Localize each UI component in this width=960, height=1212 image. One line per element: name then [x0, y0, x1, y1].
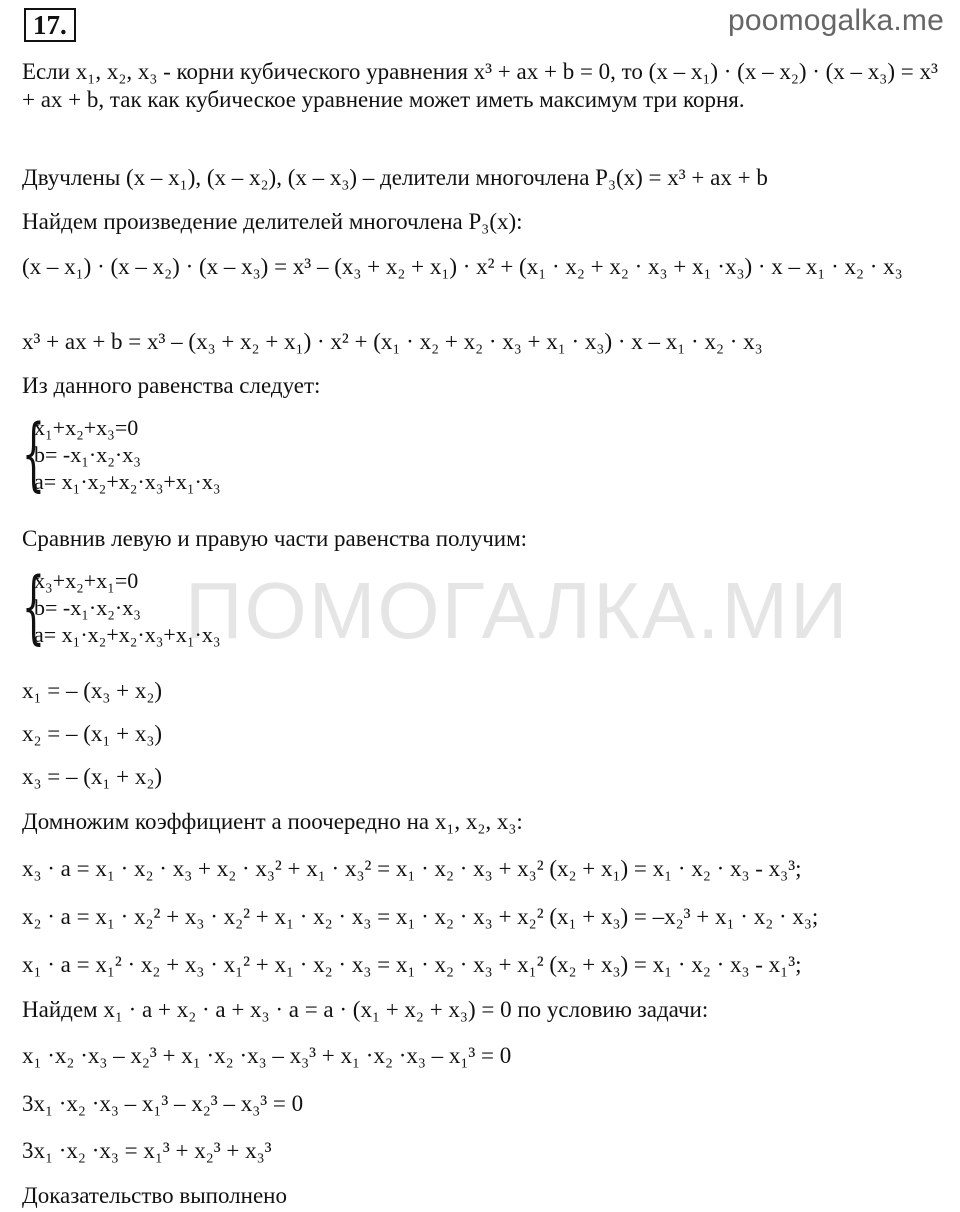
left-brace-icon: {: [22, 407, 45, 500]
system-row: x₃+x₂+x₁=0: [34, 568, 139, 593]
paragraph-binomials: Двучлены (x – x₁), (x – x₂), (x – x₃) – делители многочлена P₃(x) = x³ + ax + b: [22, 165, 768, 190]
equation-x1-a: x₁ · a = x₁² · x₂ + x₃ · x₁² + x₁ · x₂ · x₃ = x₁ · x₂ · x₃ + x₁² (x₂ + x₃) = x₁ · x₂ · x₃ - x₁³;: [22, 952, 802, 977]
site-watermark-text: poomogalka.me: [727, 4, 944, 37]
background-watermark: ПОМОГАЛКА.МИ: [185, 566, 850, 655]
equation-x3: x₃ = – (x₁ + x₂): [22, 764, 163, 789]
task-number-box: 17.: [24, 8, 76, 42]
paragraph-product-heading: Найдем произведение делителей многочлена P₃(x):: [22, 209, 523, 234]
left-brace-icon: {: [22, 560, 45, 653]
equation-x1: x₁ = – (x₃ + x₂): [22, 678, 163, 703]
paragraph-intro: Если x₁, x₂, x₃ - корни кубического уравнения x³ + ax + b = 0, то (x – x₁) · (x – x₂) · (x – x₃) = x³ + ax + b, так как кубическое уравнение может иметь максимум три корня.: [22, 59, 938, 112]
equation-final: 3x₁ ·x₂ ·x₃ = x₁³ + x₂³ + x₃³: [22, 1138, 272, 1163]
equation-x2: x₂ = – (x₁ + x₃): [22, 721, 163, 746]
equation-x2-a: x₂ · a = x₁ · x₂² + x₃ · x₂² + x₁ · x₂ · x₃ = x₁ · x₂ · x₃ + x₂² (x₁ + x₃) = –x₂³ + x₁ · x₂ · x₃;: [22, 904, 819, 929]
system-row: b= -x₁·x₂·x₃: [34, 595, 141, 620]
equation-product-expansion: (x – x₁) · (x – x₂) · (x – x₃) = x³ – (x₃ + x₂ + x₁) · x² + (x₁ · x₂ + x₂ · x₃ + x₁ ·x₃) · x – x₁ · x₂ · x₃: [22, 254, 903, 279]
system-row: b= -x₁·x₂·x₃: [34, 442, 141, 467]
equation-sum-expanded: x₁ ·x₂ ·x₃ – x₂³ + x₁ ·x₂ ·x₃ – x₃³ + x₁ ·x₂ ·x₃ – x₁³ = 0: [22, 1043, 512, 1068]
system-row: x₁+x₂+x₃=0: [34, 415, 139, 440]
paragraph-follows: Из данного равенства следует:: [22, 373, 321, 398]
system-row: a= x₁·x₂+x₂·x₃+x₁·x₃: [34, 469, 221, 494]
equation-sum-simplified: 3x₁ ·x₂ ·x₃ – x₁³ – x₂³ – x₃³ = 0: [22, 1091, 304, 1116]
equation-identity: x³ + ax + b = x³ – (x₃ + x₂ + x₁) · x² + (x₁ · x₂ + x₂ · x₃ + x₁ · x₃) · x – x₁ · x₂ · x₃: [22, 329, 763, 354]
paragraph-sum: Найдем x₁ · a + x₂ · a + x₃ · a = a · (x₁ + x₂ + x₃) = 0 по условию задачи:: [22, 997, 709, 1022]
paragraph-conclusion: Доказательство выполнено: [22, 1183, 287, 1208]
paragraph-compare: Сравнив левую и правую части равенства получим:: [22, 526, 528, 551]
equation-x3-a: x₃ · a = x₁ · x₂ · x₃ + x₂ · x₃² + x₁ · x₃² = x₁ · x₂ · x₃ + x₃² (x₂ + x₁) = x₁ · x₂ · x₃ - x₃³;: [22, 856, 802, 881]
system-row: a= x₁·x₂+x₂·x₃+x₁·x₃: [34, 622, 221, 647]
paragraph-multiply: Домножим коэффициент a поочередно на x₁, x₂, x₃:: [22, 809, 523, 834]
